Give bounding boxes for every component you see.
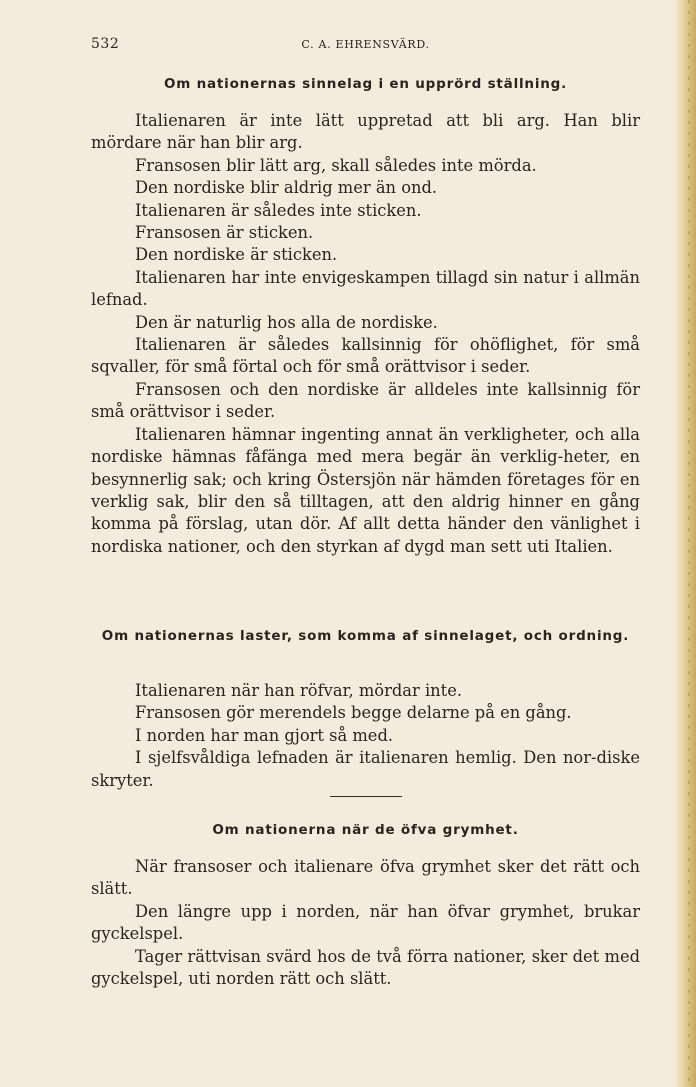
paragraph: Den är naturlig hos alla de nordiske. xyxy=(135,312,438,332)
section-heading-2: Om nationernas laster, som komma af sinnelaget, och ordning. xyxy=(101,628,630,644)
paragraph: Italienaren har inte envigeskampen tillagd sin natur i allmän lefnad. xyxy=(91,267,640,310)
page-edge-shading xyxy=(674,0,696,1087)
paragraph: Den nordiske blir aldrig mer än ond. xyxy=(135,178,438,198)
section-divider xyxy=(330,796,402,797)
page-number: 532 xyxy=(91,36,120,52)
section-heading-3: Om nationerna när de öfva grymhet. xyxy=(212,822,519,838)
paragraph: I sjelfsvåldiga lefnaden är italienaren hemlig. Den nor-diske skryter. xyxy=(91,748,640,790)
running-header xyxy=(91,36,640,56)
paragraph: I norden har man gjort så med. xyxy=(135,725,394,745)
paragraph: Italienaren är således inte sticken. xyxy=(135,200,422,220)
section-body-3 xyxy=(91,856,640,990)
section-body-2 xyxy=(91,680,640,792)
section-body-1 xyxy=(91,110,640,558)
section-heading-1: Om nationernas sinnelag i en upprörd ställning. xyxy=(163,76,568,92)
paragraph: Fransosen är sticken. xyxy=(135,223,314,243)
paragraph: Italienaren är således kallsinnig för ohöflighet, för små sqvaller, för små förtal och för små orättvisor i seder. xyxy=(91,335,640,377)
paragraph: Tager rättvisan svärd hos de två förra nationer, sker det med gyckelspel, uti norden rätt och slätt. xyxy=(91,946,640,989)
paragraph: Fransosen blir lätt arg, skall således inte mörda. xyxy=(135,155,537,175)
paragraph: När fransoser och italienare öfva grymhet sker det rätt och slätt. xyxy=(91,857,640,899)
paragraph: Italienaren hämnar ingenting annat än verkligheter, och alla nordiske hämnas fåfänga med mera begär än verklig-heter, en besynnerlig sak; och kring Östersjön när hämden företages för en verklig sak, blir den så tilltagen, att den aldrig hinner en gång komma på förslag, utan dör. Af allt detta händer den vänlighet i nordiska nationer, och den styrkan af dygd man sett uti Italien. xyxy=(91,424,640,556)
paragraph: Italienaren är inte lätt uppretad att bli arg. Han blir mördare när han blir arg. xyxy=(91,111,640,153)
paragraph: Den längre upp i norden, när han öfvar grymhet, brukar gyckelspel. xyxy=(91,901,640,944)
paragraph: Fransosen gör merendels begge delarne på en gång. xyxy=(135,703,572,723)
paragraph: Den nordiske är sticken. xyxy=(135,245,338,265)
paragraph: Fransosen och den nordiske är alldeles inte kallsinnig för små orättvisor i seder. xyxy=(91,379,640,422)
running-title: C. A. EHRENSVÄRD. xyxy=(301,38,430,51)
paragraph: Italienaren när han röfvar, mördar inte. xyxy=(135,681,463,700)
